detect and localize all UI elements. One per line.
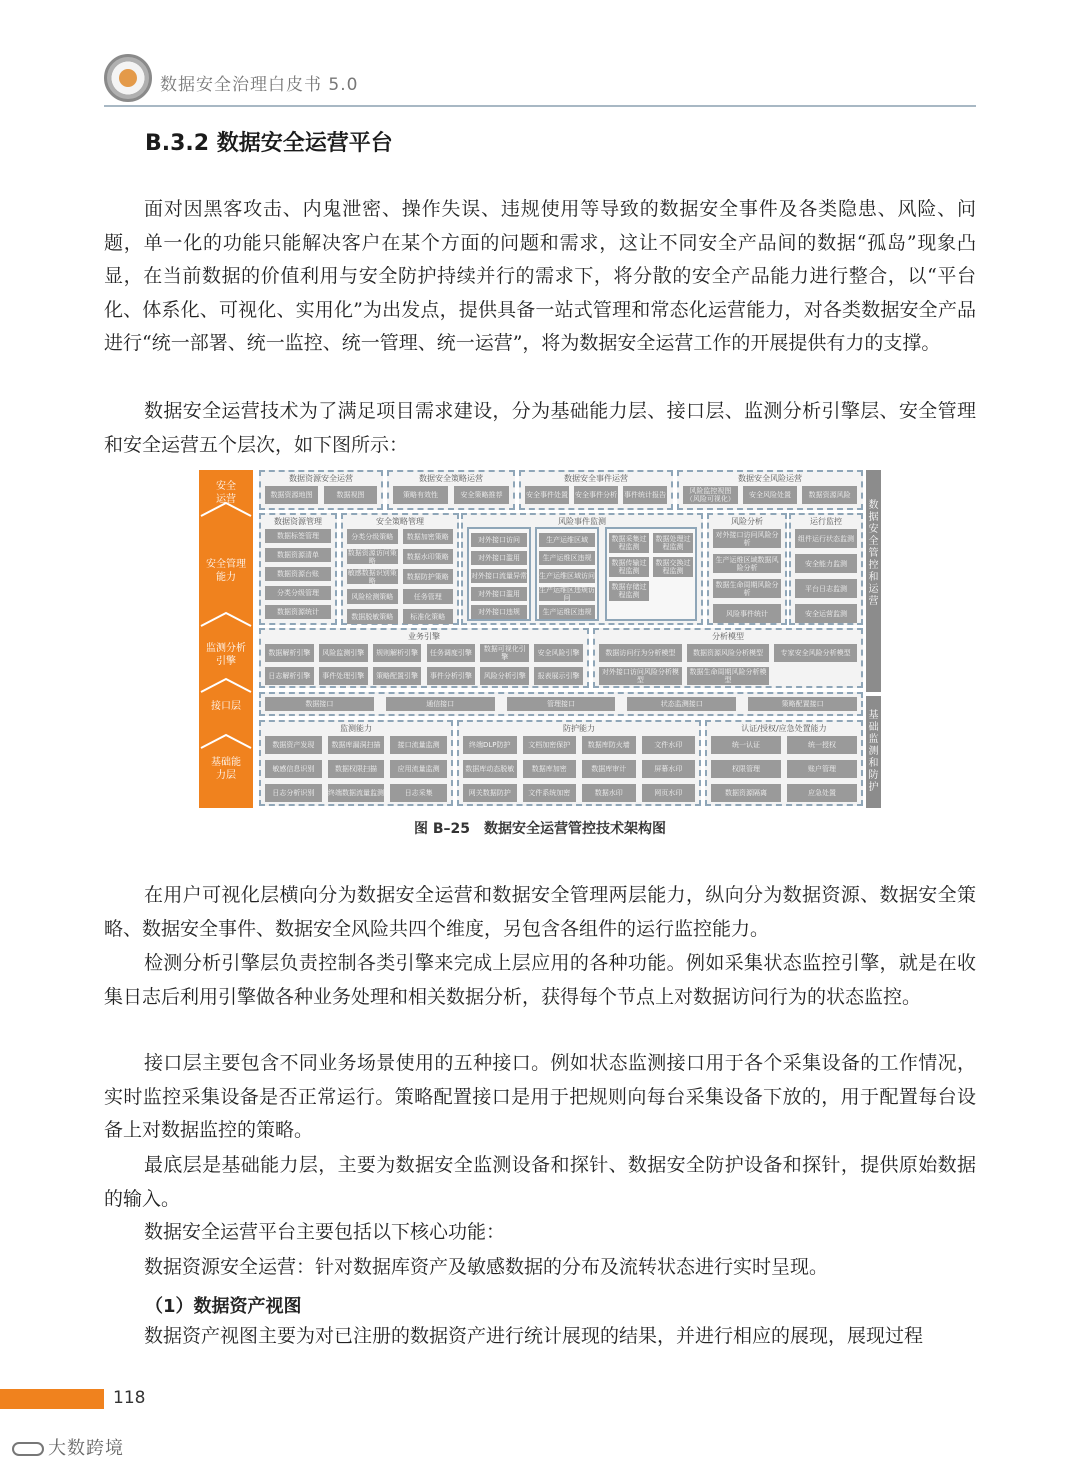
diagram-subblock (535, 527, 599, 621)
chevron-divider-icon (199, 732, 253, 750)
diagram-block (461, 513, 703, 625)
diagram-cell: 数据可视化引擎 (480, 644, 529, 662)
diagram-cell: 数据资源访问策略 (347, 548, 397, 565)
brand-logo-icon (12, 1442, 44, 1456)
diagram-cell: 数据资源台账 (265, 567, 331, 581)
diagram-cell: 生产运维区域 (539, 533, 595, 547)
diagram-cell: 日志采集 (390, 784, 447, 802)
diagram-block (259, 628, 589, 688)
diagram-cell: 标准化策略 (403, 609, 454, 624)
paragraph-9: 数据资产视图主要为对已注册的数据资产进行统计展现的结果，并进行相应的展现，展现过程 (144, 1325, 924, 1347)
diagram-cell: 任务调度引擎 (427, 644, 476, 662)
diagram-cell: 平台日志监测 (795, 579, 857, 598)
interface-cell: 状态监测接口 (627, 697, 736, 711)
diagram-cell: 生产运维区违规 (539, 551, 595, 565)
diagram-cell: 日志分析识别 (265, 784, 322, 802)
interface-cell: 数据接口 (265, 697, 374, 711)
diagram-cell: 敏感信息识别 (265, 760, 322, 778)
block-title: 监测能力 (340, 724, 372, 733)
diagram-cell: 数据交换过程监测 (653, 557, 693, 577)
diagram-cell: 数据传输过程监测 (609, 557, 649, 577)
diagram-cell: 生产运维区域数据风险分析 (713, 554, 781, 573)
diagram-cell: 规则解析引擎 (373, 644, 422, 662)
diagram-cell: 对外接口访问风险分析模型 (599, 667, 682, 685)
diagram-cell: 数据资源统计 (265, 605, 331, 619)
diagram-cell: 对外接口滥用 (471, 587, 527, 601)
diagram-cell: 风险监测引擎 (319, 644, 368, 662)
interface-layer (259, 692, 863, 716)
diagram-cell: 组件运行状态监测 (795, 529, 857, 548)
diagram-cell: 策略有效性 (393, 486, 448, 504)
diagram-block (259, 513, 337, 625)
diagram-cell: 安全能力监测 (795, 554, 857, 573)
page-number-bar (0, 1389, 104, 1409)
diagram-cell: 事件分析引擎 (427, 667, 476, 685)
diagram-cell: 风险事件统计 (713, 604, 781, 623)
diagram-cell: 事件统计报告 (623, 486, 667, 504)
diagram-cell: 数据采集过程监测 (609, 533, 649, 553)
diagram-cell: 网关数据防护 (463, 784, 517, 802)
diagram-cell: 风险检测策略 (347, 589, 398, 604)
diagram-cell: 安全事件分析 (574, 486, 618, 504)
interface-cell: 策略配置接口 (748, 697, 857, 711)
diagram-cell: 数据库防火墙 (582, 736, 636, 754)
diagram-cell: 生产运维区违规访问 (539, 586, 595, 602)
diagram-cell: 终端DLP防护 (463, 736, 517, 754)
diagram-cell: 风险监控视图（风险可视化） (683, 486, 738, 504)
diagram-cell: 数据资源隔离 (711, 784, 781, 802)
block-title: 防护能力 (563, 724, 595, 733)
diagram-cell: 数据解析引擎 (265, 644, 314, 662)
diagram-cell: 事件处理引擎 (319, 667, 368, 685)
header-divider (104, 105, 976, 107)
diagram-cell: 数据存储过程监测 (609, 581, 649, 601)
diagram-cell: 文档加密保护 (523, 736, 577, 754)
chevron-divider-icon (199, 500, 253, 518)
layer-label: 安全管理 能力 (206, 559, 246, 583)
diagram-cell: 对外接口访问风险分析 (713, 529, 781, 548)
diagram-block (457, 720, 701, 806)
diagram-cell: 敏感数据识别策略 (347, 568, 397, 585)
architecture-diagram (199, 470, 881, 808)
chevron-divider-icon (199, 610, 253, 628)
diagram-cell: 对外接口访问 (471, 533, 527, 547)
diagram-cell: 数据库加密 (523, 760, 577, 778)
diagram-cell: 数据处理过程监测 (653, 533, 693, 553)
diagram-block (707, 513, 787, 625)
paragraph-1: 面对因黑客攻击、内鬼泄密、操作失误、违规使用等导致的数据安全事件及各类隐患、风险、问题，单一化的功能只能解决客户在某个方面的问题和需求，这让不同安全产品间的数据“孤岛”现象凸显，在当前数据的价值利用与安全防护持续并行的需求下，将分散的安全产品能力进行整合，以“平台化、体系化、可视化、实用化”为出发点，提供具备一站式管理和常态化运营能力，对各类数据安全产品进行“统一部署、统一监控、统一管理、统一运营”，将为数据安全运营工作的开展提供有力的支撑。 (104, 198, 976, 355)
paragraph-5: 接口层主要包含不同业务场景使用的五种接口。例如状态监测接口用于各个采集设备的工作情况，实时监控采集设备是否正常运行。策略配置接口是用于把规则向每台采集设备下放的，用于配置每台设备上对数据监控的策略。 (104, 1052, 976, 1142)
diagram-cell: 接口流量监测 (390, 736, 447, 754)
subheading: （1）数据资产视图 (145, 1296, 302, 1317)
diagram-cell: 数据资产发现 (265, 736, 322, 754)
block-title: 风险分析 (731, 517, 763, 526)
publisher-logo-icon (104, 54, 152, 102)
diagram-cell: 数据权限扫描 (328, 760, 385, 778)
paragraph-8: 数据资源安全运营：针对数据库资产及敏感数据的分布及流转状态进行实时呈现。 (144, 1256, 829, 1278)
block-title: 业务引擎 (408, 632, 440, 641)
section-title: B.3.2 数据安全运营平台 (145, 131, 393, 156)
diagram-block (387, 470, 515, 510)
brand-watermark (12, 1434, 124, 1460)
diagram-subblock (467, 527, 531, 621)
diagram-cell: 终端数据流量监测 (328, 784, 385, 802)
diagram-cell: 数据水印 (582, 784, 636, 802)
diagram-cell: 风险分析引擎 (480, 667, 529, 685)
diagram-cell: 屏幕水印 (642, 760, 696, 778)
diagram-block (593, 628, 863, 688)
diagram-block (259, 720, 453, 806)
diagram-cell: 数据库审计 (582, 760, 636, 778)
layer-label: 接口层 (211, 701, 241, 712)
diagram-cell: 数据访问行为分析模型 (599, 644, 682, 662)
diagram-cell: 文件水印 (642, 736, 696, 754)
diagram-cell: 数据资源清单 (265, 548, 331, 562)
layer-label: 监测分析 引擎 (206, 643, 246, 667)
figure-caption: 图 B–25 数据安全运营管控技术架构图 (413, 821, 667, 837)
diagram-cell: 报表展示引擎 (534, 667, 583, 685)
running-header-title: 数据安全治理白皮书 5.0 (160, 75, 359, 95)
diagram-cell: 文件系统加密 (523, 784, 577, 802)
paragraph-6: 最底层是基础能力层，主要为数据安全监测设备和探针、数据安全防护设备和探针，提供原始数据的输入。 (104, 1154, 976, 1210)
diagram-cell: 应急处置 (787, 784, 857, 802)
interface-cell: 通信接口 (386, 697, 495, 711)
diagram-cell: 策略配置引擎 (373, 667, 422, 685)
page-number: 118 (113, 1388, 146, 1408)
brand-name: 大数跨境 (48, 1438, 124, 1459)
diagram-cell: 应用流量监测 (390, 760, 447, 778)
block-title: 风险事件监测 (558, 517, 606, 526)
block-title: 认证/授权/应急处置能力 (741, 724, 827, 733)
block-title: 数据安全事件运营 (564, 474, 628, 483)
diagram-cell: 安全风险处置 (743, 486, 798, 504)
diagram-cell: 数据生命周期风险分析模型 (687, 667, 770, 685)
interface-cell: 管理接口 (507, 697, 616, 711)
diagram-block (341, 513, 459, 625)
diagram-cell: 对外接口流量异常 (471, 569, 527, 583)
diagram-cell: 安全风险引擎 (534, 644, 583, 662)
diagram-cell: 对外接口滥用 (471, 551, 527, 565)
layer-label: 基础能 力层 (211, 757, 241, 781)
diagram-cell: 分类分级策略 (347, 529, 398, 544)
diagram-cell: 生产运维区域访问 (539, 569, 595, 583)
block-title: 数据安全风险运营 (738, 474, 802, 483)
chevron-divider-icon (199, 676, 253, 694)
diagram-cell: 数据资源地图 (265, 486, 318, 504)
diagram-cell: 分类分级管理 (265, 586, 331, 600)
paragraph-3: 在用户可视化层横向分为数据安全运营和数据安全管理两层能力，纵向分为数据资源、数据安全策略、数据安全事件、数据安全风险共四个维度，另包含各组件的运行监控能力。 (104, 884, 976, 940)
right-bar-management: 数 据 安 全 管 控 和 运 营 (866, 470, 881, 692)
diagram-cell: 统一授权 (787, 736, 857, 754)
diagram-block (519, 470, 673, 510)
diagram-cell: 数据视图 (324, 486, 377, 504)
layer-column (199, 470, 253, 808)
diagram-cell: 统一认证 (711, 736, 781, 754)
diagram-block (259, 470, 383, 510)
diagram-cell: 数据库漏洞扫描 (328, 736, 385, 754)
diagram-cell: 安全运营监测 (795, 604, 857, 623)
diagram-cell: 数据加密策略 (403, 529, 454, 544)
diagram-subblock (605, 527, 697, 621)
diagram-cell: 数据脱敏策略 (347, 609, 398, 624)
diagram-cell: 安全事件处置 (525, 486, 569, 504)
diagram-block (677, 470, 863, 510)
diagram-cell: 任务管理 (403, 589, 454, 604)
diagram-cell: 数据防护策略 (403, 569, 454, 584)
diagram-cell: 数据资源风险分析模型 (687, 644, 770, 662)
diagram-block (705, 720, 863, 806)
diagram-cell: 生产运维区违规 (539, 605, 595, 619)
block-title: 数据安全策略运营 (419, 474, 483, 483)
diagram-cell: 网页水印 (642, 784, 696, 802)
diagram-cell: 专家安全风险分析模型 (774, 644, 857, 662)
paragraph-4: 检测分析引擎层负责控制各类引擎来完成上层应用的各种功能。例如采集状态监控引擎，就是在收集日志后利用引擎做各种业务处理和相关数据分析，获得每个节点上对数据访问行为的状态监控。 (104, 952, 976, 1008)
block-title: 运行监控 (810, 517, 842, 526)
paragraph-2: 数据安全运营技术为了满足项目需求建设，分为基础能力层、接口层、监测分析引擎层、安全管理和安全运营五个层次，如下图所示： (104, 400, 976, 456)
diagram-cell: 权限管理 (711, 760, 781, 778)
diagram-cell: 数据标签管理 (265, 529, 331, 543)
right-bar-base: 基 础 监 测 和 防 护 (866, 696, 881, 808)
diagram-cell: 日志解析引擎 (265, 667, 314, 685)
block-title: 数据资源管理 (274, 517, 322, 526)
diagram-cell: 数据资源风险 (802, 486, 857, 504)
layer-label: 安全 运营 (216, 481, 236, 505)
block-title: 分析模型 (712, 632, 744, 641)
block-title: 数据资源安全运营 (289, 474, 353, 483)
diagram-cell: 安全策略推荐 (454, 486, 509, 504)
diagram-block (789, 513, 863, 625)
diagram-cell: 数据水印策略 (403, 549, 454, 564)
diagram-cell: 对外接口违规 (471, 605, 527, 619)
block-title: 安全策略管理 (376, 517, 424, 526)
diagram-cell: 账户管理 (787, 760, 857, 778)
diagram-cell: 数据生命周期风险分析 (713, 579, 781, 598)
diagram-cell: 数据库动态脱敏 (463, 760, 517, 778)
paragraph-7: 数据安全运营平台主要包括以下核心功能： (144, 1221, 506, 1243)
